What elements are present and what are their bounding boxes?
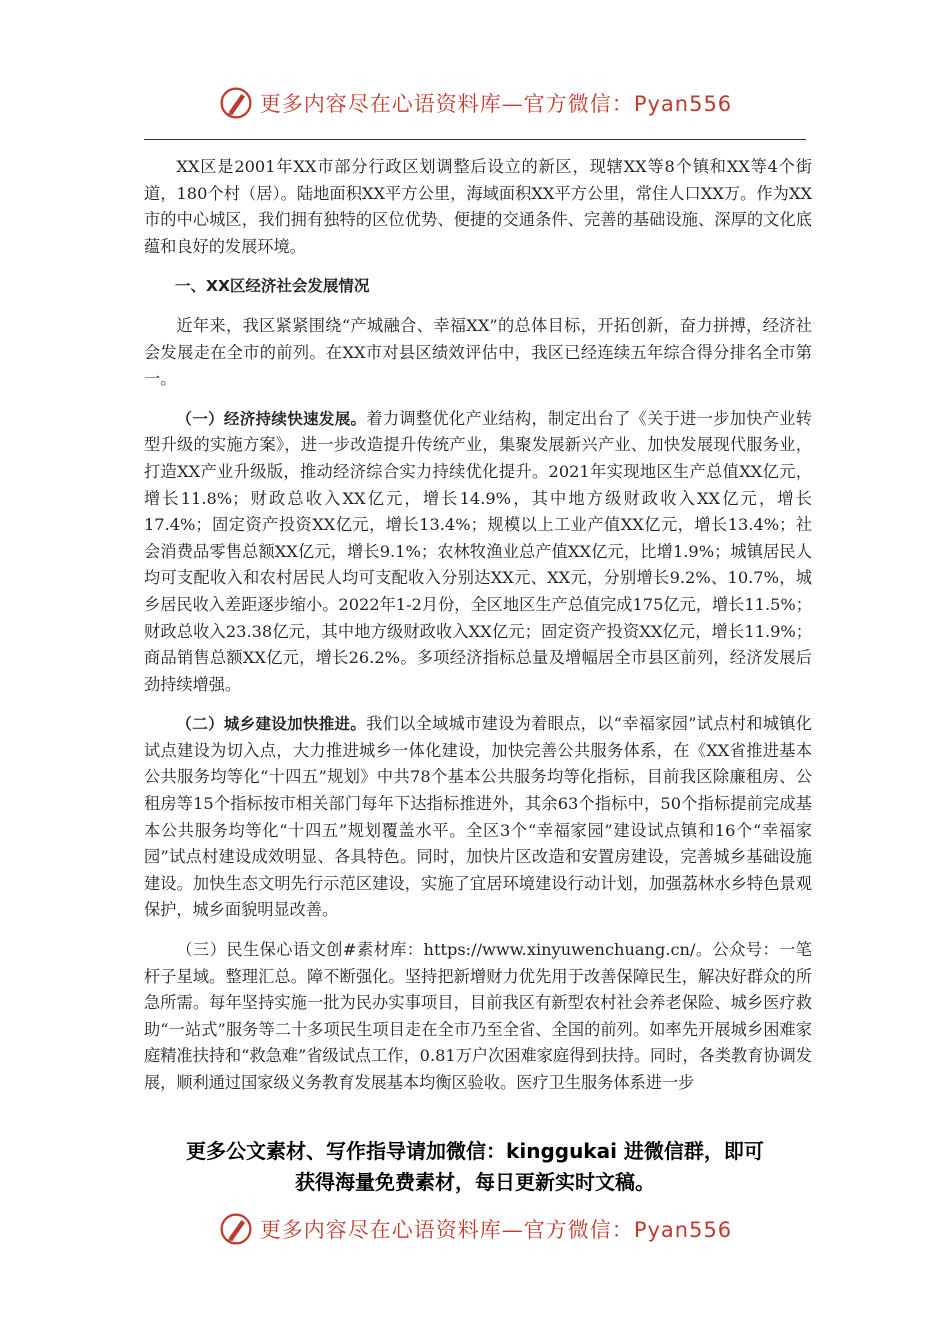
document-body [144,154,812,1110]
pen-nib-logo-icon [218,1211,254,1247]
paragraph-text: 我们以全域城市建设为着眼点，以“幸福家园”试点村和城镇化试点建设为切入点，大力推进城乡一体化建设，加快完善公共服务体系，在《XX省推进基本公共服务均等化“十四五”规划》中共78个基本公共服务均等化指标，目前我区除廉租房、公租房等15个指标按市相关部门每年下达指标推进外，其余63个指标中，50个指标提前完成基本公共服务均等化“十四五”规划覆盖水平。全区3个“幸福家园”建设试点镇和16个“幸福家园”试点村建设成效明显、各具特色。同时，加快片区改造和安置房建设，完善城乡基础设施建设。加快生态文明先行示范区建设，实施了宜居环境建设行动计划，加强荔林水乡特色景观保护，城乡面貌明显改善。 [144,714,812,920]
pen-nib-logo-icon [218,85,254,121]
banner-text: 更多内容尽在心语资料库—官方微信：Pyan556 [259,92,733,116]
banner-text: 更多内容尽在心语资料库—官方微信：Pyan556 [259,1218,733,1242]
promo-notice [150,1136,800,1198]
promo-line: 获得海量免费素材，每日更新实时文稿。 [295,1170,655,1194]
paragraph-lead: （一）经济持续快速发展。 [176,409,367,428]
paragraph-urban [144,711,812,924]
paragraph-text: 着力调整优化产业结构，制定出台了《关于进一步加快产业转型升级的实施方案》，进一步改造提升传统产业，集聚发展新兴产业、加快发展现代服务业，打造XX产业升级版，推动经济综合实力持续优化提升。2021年实现地区生产总值XX亿元，增长11.8%；财政总收入XX亿元，增长14.9%，其中地方级财政收入XX亿元，增长17.4%；固定资产投资XX亿元，增长13.4%；规模以上工业产值XX亿元，增长13.4%；社会消费品零售总额XX亿元，增长9.1%；农林牧渔业总产值XX亿元，比增1.9%；城镇居民人均可支配收入和农村居民人均可支配收入分别达XX元、XX元，分别增长9.2%、10.7%，城乡居民收入差距逐步缩小。2022年1-2月份，全区地区生产总值完成175亿元，增长11.5%；财政总收入23.38亿元，其中地方级财政收入XX亿元；固定资产投资XX亿元，增长11.9%；商品销售总额XX亿元，增长26.2%。多项经济指标总量及增幅居全市县区前列，经济发展后劲持续增强。 [144,408,812,694]
paragraph-overview: 近年来，我区紧紧围绕“产城融合、幸福XX”的总体目标，开拓创新，奋力拼搏，经济社会发展走在全市的前列。在XX市对县区绩效评估中，我区已经连续五年综合得分排名全市第一。 [144,315,812,389]
promo-line: 更多公文素材、写作指导请加微信：kinggukai 进微信群，即可 [186,1139,764,1163]
wechat-id: Pyan556 [633,1218,733,1242]
paragraph-intro: XX区是2001年XX市部分行政区划调整后设立的新区，现辖XX等8个镇和XX等4个街道，180个村（居）。陆地面积XX平方公里，海域面积XX平方公里，常住人口XX万。作为XX市的中心城区，我们拥有独特的区位优势、便捷的交通条件、完善的基础设施、深厚的文化底蕴和良好的发展环境。 [144,157,812,256]
paragraph-economy [144,406,812,699]
header-divider [144,139,806,140]
wechat-id: Pyan556 [633,92,733,116]
paragraph-lead: （二）城乡建设加快推进。 [176,715,367,734]
paragraph-livelihood: （三）民生保心语文创#素材库：https://www.xinyuwenchuang.cn/。公众号：一笔杆子星域。整理汇总。障不断强化。坚持把新增财力优先用于改善保障民生，解决好群众的所急所需。每年坚持实施一批为民办实事项目，目前我区有新型农村社会养老保险、城乡医疗救助“一站式”服务等二十多项民生项目走在全市乃至全省、全国的前列。如率先开展城乡困难家庭精准扶持和“救急难”省级试点工作，0.81万户次困难家庭得到扶持。同时，各类教育协调发展，顺利通过国家级义务教育发展基本均衡区验收。医疗卫生服务体系进一步 [144,940,812,1092]
header-banner [0,78,950,128]
footer-banner [0,1204,950,1254]
section-heading: 一、XX区经济社会发展情况 [175,277,370,296]
